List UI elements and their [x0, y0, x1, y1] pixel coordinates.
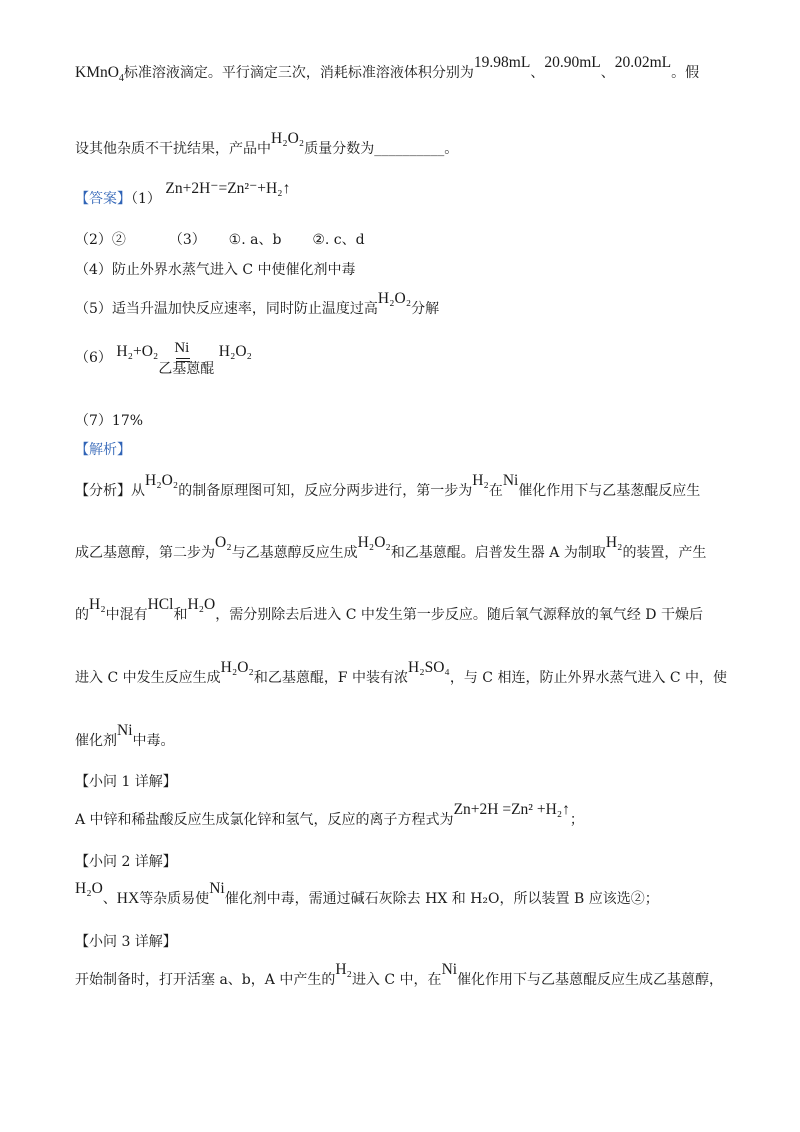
analysis-line-3 — [75, 596, 730, 624]
answer-5-text: （5）适当升温加快反应速率，同时防止温度过高 — [75, 301, 378, 317]
analysis-tag: 【解析】 — [75, 442, 131, 458]
analysis-text: 中毒。 — [132, 733, 175, 749]
intro-line-2 — [75, 130, 730, 158]
formula-h2o2: H₂O₂ — [377, 290, 412, 307]
analysis-text: 的装置，产生 — [622, 545, 707, 561]
formula-h2o: H₂O — [187, 596, 216, 613]
question-3-title: 【小问 3 详解】 — [75, 934, 177, 950]
equation-6-right: H₂O₂ — [218, 343, 252, 360]
analysis-text: 中混有 — [105, 607, 148, 623]
formula-h2o2: H₂O₂ — [220, 659, 254, 676]
answer-2: （2）② — [75, 232, 126, 248]
analysis-text: 和 — [173, 607, 188, 623]
analysis-text: 的 — [75, 607, 89, 623]
item-number: （1） — [131, 191, 161, 207]
formula-hx: HX — [116, 890, 140, 907]
question-2-title: 【小问 2 详解】 — [75, 854, 177, 870]
answer-5-text: 分解 — [411, 301, 440, 317]
analysis-text: 催化剂中毒，需通过碱石灰除去 HX 和 H₂O，所以装置 B 应该选②； — [224, 891, 659, 907]
separator: 、 — [600, 65, 615, 81]
formula-h2o2: H₂O₂ — [357, 534, 391, 551]
analysis-text: 和乙基蒽醌。启普发生器 A 为制取 — [390, 545, 606, 561]
answer-line-4: （4）防止外界水蒸气进入 C 中使催化剂中毒 — [75, 262, 356, 278]
period: 。 — [444, 141, 459, 157]
analysis-text: 成乙基蒽醇，第二步为 — [75, 545, 215, 561]
answer-line-7: （7）17% — [75, 413, 144, 429]
analysis-text: ； — [569, 812, 584, 828]
intro-text: 标准溶液滴定。平行滴定三次，消耗标准溶液体积分别为 — [123, 65, 474, 81]
analysis-line-2 — [75, 534, 730, 562]
separator: 、 — [102, 891, 117, 907]
analysis-text: 的制备原理图可知，反应分两步进行，第一步为 — [178, 483, 473, 499]
formula-hcl: HCl — [147, 596, 174, 613]
formula-h2so4: H₂SO₄ — [408, 659, 450, 676]
formula-o2: O₂ — [215, 534, 232, 551]
volume-3: 20.02mL — [614, 54, 672, 71]
equation-6-left: H₂+O₂ — [116, 343, 159, 360]
analysis-text: 【分析】从 — [75, 483, 145, 499]
answer-line-1 — [75, 180, 730, 208]
answer-3-part-2: ②. c、d — [312, 232, 365, 248]
analysis-text: A 中锌和稀盐酸反应生成氯化锌和氢气，反应的离子方程式为 — [75, 812, 454, 828]
formula-h2: H₂ — [335, 961, 352, 978]
analysis-text: 等杂质易使 — [139, 891, 210, 907]
intro-line-1 — [75, 54, 730, 84]
answer-blank: __________ — [374, 141, 445, 157]
catalyst-text: 乙基蒽醌 — [158, 361, 215, 377]
analysis-text: 开始制备时，打开活塞 a、b，A 中产生的 — [75, 972, 336, 988]
item-number: （3） — [168, 232, 206, 248]
intro-tail: 。假 — [671, 65, 700, 81]
analysis-text: 在 — [488, 483, 503, 499]
question-1-title: 【小问 1 详解】 — [75, 774, 177, 790]
formula-ni: Ni — [117, 722, 133, 739]
analysis-line-1 — [75, 472, 730, 500]
formula-h2o2: H₂O₂ — [271, 130, 305, 147]
formula-h2: H₂ — [605, 534, 623, 551]
answer-line-2 — [75, 229, 730, 249]
analysis-text: 进入 C 中发生反应生成 — [75, 670, 221, 686]
item-number: （6） — [75, 350, 112, 366]
formula-h2o2: H₂O₂ — [145, 472, 179, 489]
analysis-text: 与乙基蒽醇反应生成 — [231, 545, 358, 561]
analysis-text: 催化作用下与乙基葱醌反应生 — [518, 483, 701, 499]
answer-tag: 【答案】 — [75, 191, 131, 207]
analysis-text: 和乙基蒽醌，F 中装有浓 — [253, 670, 408, 686]
question-3-text — [75, 961, 730, 989]
formula-ni: Ni — [441, 961, 458, 978]
formula-h2o: H₂O — [75, 880, 103, 897]
equation-1: Zn+2H⁻=Zn²⁻+H₂↑ — [165, 180, 291, 197]
formula-h2: H₂ — [472, 472, 489, 489]
analysis-text: ，需分别除去后进入 C 中发生第一步反应。随后氧气源释放的氧气经 D 干燥后 — [215, 607, 703, 623]
intro-line2-text: 质量分数为 — [304, 141, 375, 157]
answer-3-part-1: ①. a、b — [228, 232, 282, 248]
reaction-condition — [158, 340, 215, 377]
formula-ni: Ni — [502, 472, 519, 489]
analysis-text: 催化作用下与乙基蒽醌反应生成乙基蒽醇， — [457, 972, 724, 988]
answer-line-5 — [75, 290, 730, 318]
answer-line-6 — [75, 340, 730, 376]
separator: 、 — [530, 65, 545, 81]
analysis-text: 催化剂 — [75, 733, 117, 749]
formula-h2: H₂ — [89, 596, 106, 613]
catalyst-ni: Ni — [174, 340, 190, 356]
analysis-line-5 — [75, 722, 730, 750]
question-2-text — [75, 880, 730, 908]
analysis-text: ，与 C 相连，防止外界水蒸气进入 C 中，使 — [449, 670, 728, 686]
volume-2: 20.90mL — [544, 54, 601, 71]
intro-line2-text: 设其他杂质不干扰结果，产品中 — [75, 141, 271, 157]
formula-ni: Ni — [209, 880, 225, 897]
analysis-text: 进入 C 中，在 — [351, 972, 442, 988]
question-1-text — [75, 801, 730, 829]
equation-q1: Zn+2H =Zn² +H₂↑ — [453, 801, 570, 818]
volume-1: 19.98mL — [473, 54, 531, 71]
formula-kmno4: KMnO$_4$ — [75, 64, 124, 84]
analysis-line-4 — [75, 659, 730, 687]
